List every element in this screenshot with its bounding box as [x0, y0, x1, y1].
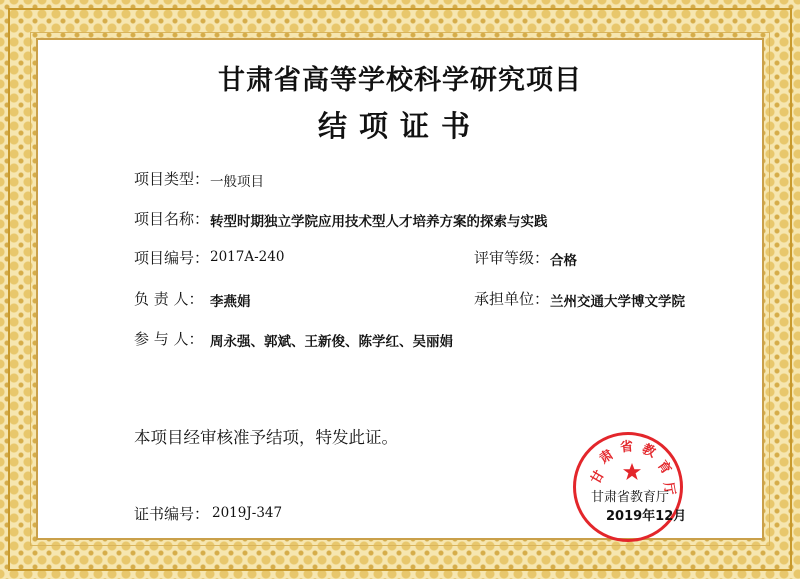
leader-value: 李燕娟	[210, 294, 251, 310]
certification-statement: 本项目经审核准予结项，特发此证。	[134, 428, 398, 447]
project-name-label: 项目名称：	[134, 210, 210, 228]
unit-value: 兰州交通大学博文学院	[550, 294, 685, 310]
issuing-authority: 甘肃省教育厅	[591, 490, 670, 505]
project-name-value: 转型时期独立学院应用技术型人才培养方案的探索与实践	[210, 214, 548, 230]
certificate-number-value: 2019J-347	[212, 505, 283, 521]
seal-star-icon	[622, 462, 642, 482]
seal-char-2: 肃	[597, 447, 617, 468]
participants-label: 参 与 人：	[134, 330, 204, 348]
project-type-value: 一般项目	[210, 174, 264, 190]
seal-char-4: 教	[639, 441, 658, 461]
unit-label: 承担单位：	[474, 290, 550, 308]
project-number-label: 项目编号：	[134, 249, 210, 267]
evaluation-value: 合格	[550, 253, 577, 269]
seal-char-6: 厅	[660, 481, 678, 497]
evaluation-label: 评审等级：	[474, 249, 550, 267]
project-type-label: 项目类型：	[134, 170, 210, 188]
seal-char-1: 甘	[588, 468, 608, 487]
participants-value: 周永强、郭斌、王新俊、陈学红、吴丽娟	[210, 334, 453, 350]
leader-label: 负 责 人：	[134, 290, 204, 308]
seal-char-3: 省	[619, 439, 634, 456]
issue-date: 2019年12月	[606, 509, 687, 524]
certificate-number-label: 证书编号：	[134, 505, 210, 523]
certificate-subtitle: 结项证书	[317, 109, 482, 143]
seal-char-5: 育	[653, 458, 674, 478]
certificate-title: 甘肃省高等学校科学研究项目	[218, 65, 582, 96]
project-number-value: 2017A-240	[210, 249, 285, 265]
